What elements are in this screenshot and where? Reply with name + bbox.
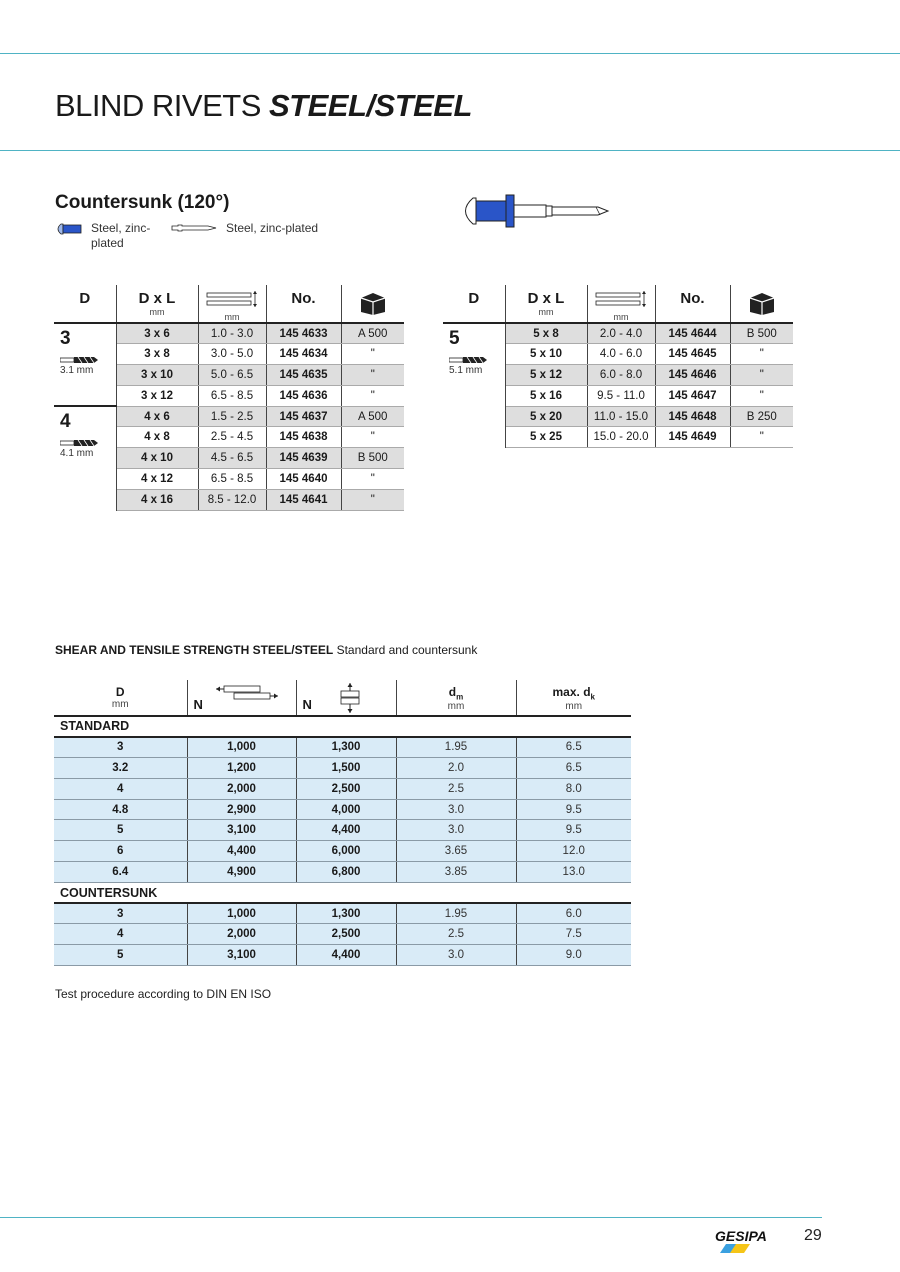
shear-cell: 1,200 — [187, 758, 296, 779]
dk-cell: 12.0 — [516, 841, 631, 862]
table-row — [54, 841, 631, 862]
tensile-cell: 4,400 — [296, 945, 396, 966]
diameter-cell — [54, 406, 116, 510]
dxl-cell: 3 x 6 — [116, 323, 198, 344]
range-cell: 15.0 - 20.0 — [587, 427, 655, 448]
table-row — [54, 799, 631, 820]
dxl-cell: 5 x 16 — [505, 385, 587, 406]
group-row-standard — [54, 716, 631, 737]
article-number-cell: 145 4645 — [655, 344, 730, 365]
table-row — [54, 737, 631, 758]
drill-size: 5.1 mm — [449, 365, 483, 376]
col-header-grip-range: mm — [198, 285, 266, 323]
table-row — [54, 862, 631, 883]
col-header-dxl: D x L mm — [505, 285, 587, 323]
dxl-cell: 4 x 6 — [116, 406, 198, 427]
dm-cell: 1.95 — [396, 737, 516, 758]
dm-cell: 3.0 — [396, 945, 516, 966]
range-cell: 6.0 - 8.0 — [587, 365, 655, 386]
range-cell: 5.0 - 6.5 — [198, 365, 266, 386]
product-table-right — [443, 285, 793, 448]
article-number-cell: 145 4635 — [266, 365, 341, 386]
range-cell: 4.5 - 6.5 — [198, 448, 266, 469]
range-cell: 1.5 - 2.5 — [198, 406, 266, 427]
col-header-package — [341, 285, 404, 323]
d-cell: 3 — [54, 903, 187, 924]
table-row — [54, 778, 631, 799]
range-cell: 2.5 - 4.5 — [198, 427, 266, 448]
table-row — [54, 945, 631, 966]
col-header-shear — [187, 680, 296, 716]
package-cell: B 500 — [341, 448, 404, 469]
article-number-cell: 145 4640 — [266, 469, 341, 490]
test-procedure-note: Test procedure according to DIN EN ISO — [55, 987, 272, 1001]
drill-bit-icon — [449, 356, 487, 364]
diameter-value: 4 — [60, 411, 71, 433]
footer-rule — [0, 1217, 822, 1218]
col-header-d: D mm — [54, 680, 187, 716]
article-number-cell: 145 4634 — [266, 344, 341, 365]
table-row — [54, 758, 631, 779]
package-cell: B 500 — [730, 323, 793, 344]
page-number: 29 — [804, 1227, 822, 1244]
shear-cell: 1,000 — [187, 903, 296, 924]
legend-text: Steel, zinc-plated — [226, 221, 319, 235]
tensile-cell: 4,000 — [296, 799, 396, 820]
range-cell: 6.5 - 8.5 — [198, 385, 266, 406]
d-cell: 3.2 — [54, 758, 187, 779]
tensile-cell: 1,300 — [296, 737, 396, 758]
legend-text: Steel, zinc-plated — [91, 221, 151, 250]
article-number-cell: 145 4639 — [266, 448, 341, 469]
table-row — [443, 323, 793, 344]
col-header-d: D — [443, 285, 505, 323]
diameter-value: 5 — [449, 328, 460, 349]
table-header-row — [443, 285, 793, 323]
article-number-cell: 145 4649 — [655, 427, 730, 448]
col-header-d: D — [54, 285, 116, 323]
shear-cell: 4,900 — [187, 862, 296, 883]
package-box-icon — [748, 290, 776, 316]
dk-cell: 9.5 — [516, 799, 631, 820]
drill-size: 4.1 mm — [60, 448, 94, 460]
d-cell: 4.8 — [54, 799, 187, 820]
package-cell: " — [730, 385, 793, 406]
mandrel-icon — [170, 223, 218, 233]
d-cell: 4 — [54, 778, 187, 799]
strength-section-title: SHEAR AND TENSILE STRENGTH STEEL/STEEL Standard and countersunk — [55, 643, 478, 657]
dk-cell: 9.5 — [516, 820, 631, 841]
table-header-row — [54, 680, 631, 716]
range-cell: 9.5 - 11.0 — [587, 385, 655, 406]
package-cell: " — [341, 344, 404, 365]
dm-cell: 2.5 — [396, 924, 516, 945]
drill-size: 3.1 mm — [60, 365, 94, 376]
article-number-cell: 145 4638 — [266, 427, 341, 448]
diameter-cell — [443, 323, 505, 448]
dm-cell: 3.0 — [396, 820, 516, 841]
table-header-row — [54, 285, 404, 323]
package-cell: " — [341, 489, 404, 510]
grip-range-icon — [205, 290, 259, 308]
col-header-max-dk: max. $d_k$ mm — [516, 680, 631, 716]
dxl-cell: 5 x 25 — [505, 427, 587, 448]
d-cell: 6.4 — [54, 862, 187, 883]
table-row — [54, 924, 631, 945]
shear-cell: 1,000 — [187, 737, 296, 758]
dxl-cell: 4 x 8 — [116, 427, 198, 448]
package-cell: A 500 — [341, 406, 404, 427]
package-cell: " — [341, 469, 404, 490]
tensile-cell: 4,400 — [296, 820, 396, 841]
shear-cell: 4,400 — [187, 841, 296, 862]
drill-bit-icon — [60, 356, 98, 364]
rivet-body-icon — [55, 223, 83, 235]
shear-cell: 3,100 — [187, 820, 296, 841]
article-number-cell: 145 4636 — [266, 385, 341, 406]
package-cell: " — [341, 365, 404, 386]
table-row — [54, 323, 404, 344]
dxl-cell: 4 x 16 — [116, 489, 198, 510]
grip-range-icon — [594, 290, 648, 308]
col-header-dm: $d_m$ mm — [396, 680, 516, 716]
shear-cell: 2,000 — [187, 778, 296, 799]
dk-cell: 6.5 — [516, 758, 631, 779]
col-header-dxl: D x L mm — [116, 285, 198, 323]
title-rule — [0, 150, 900, 151]
drill-bit-icon — [60, 439, 98, 447]
range-cell: 8.5 - 12.0 — [198, 489, 266, 510]
tensile-cell: 2,500 — [296, 924, 396, 945]
package-cell: " — [341, 427, 404, 448]
dxl-cell: 3 x 10 — [116, 365, 198, 386]
range-cell: 6.5 - 8.5 — [198, 469, 266, 490]
table-row — [54, 406, 404, 427]
group-row-countersunk — [54, 882, 631, 903]
dxl-cell: 4 x 10 — [116, 448, 198, 469]
dm-cell: 3.0 — [396, 799, 516, 820]
diameter-value: 3 — [60, 328, 71, 349]
col-header-no: No. — [266, 285, 341, 323]
range-cell: 1.0 - 3.0 — [198, 323, 266, 344]
article-number-cell: 145 4646 — [655, 365, 730, 386]
dm-cell: 3.85 — [396, 862, 516, 883]
diameter-cell — [54, 323, 116, 406]
package-cell: B 250 — [730, 406, 793, 427]
package-cell: " — [730, 427, 793, 448]
dm-cell: 3.65 — [396, 841, 516, 862]
range-cell: 11.0 - 15.0 — [587, 406, 655, 427]
package-cell: A 500 — [341, 323, 404, 344]
dm-cell: 1.95 — [396, 903, 516, 924]
package-cell: " — [341, 385, 404, 406]
package-cell: " — [730, 365, 793, 386]
col-header-grip-range: mm — [587, 285, 655, 323]
article-number-cell: 145 4633 — [266, 323, 341, 344]
tensile-cell: 1,300 — [296, 903, 396, 924]
dxl-cell: 5 x 20 — [505, 406, 587, 427]
top-rule — [0, 53, 900, 54]
table-row — [54, 903, 631, 924]
tensile-cell: 6,800 — [296, 862, 396, 883]
package-cell: " — [730, 344, 793, 365]
strength-table — [54, 680, 631, 966]
dxl-cell: 5 x 12 — [505, 365, 587, 386]
article-number-cell: 145 4637 — [266, 406, 341, 427]
article-number-cell: 145 4644 — [655, 323, 730, 344]
d-cell: 6 — [54, 841, 187, 862]
product-table-left — [54, 285, 404, 511]
section-subhead: Countersunk (120°) — [55, 192, 230, 213]
shear-force-icon — [214, 682, 280, 704]
group-label: COUNTERSUNK — [54, 882, 631, 903]
dxl-cell: 4 x 12 — [116, 469, 198, 490]
shear-cell: 2,900 — [187, 799, 296, 820]
tensile-force-icon — [333, 682, 367, 716]
range-cell: 2.0 - 4.0 — [587, 323, 655, 344]
range-cell: 4.0 - 6.0 — [587, 344, 655, 365]
tensile-unit-n: N — [302, 697, 312, 712]
d-cell: 4 — [54, 924, 187, 945]
table-row — [54, 820, 631, 841]
dm-cell: 2.5 — [396, 778, 516, 799]
d-cell: 5 — [54, 945, 187, 966]
article-number-cell: 145 4648 — [655, 406, 730, 427]
tensile-cell: 6,000 — [296, 841, 396, 862]
d-cell: 3 — [54, 737, 187, 758]
dk-cell: 7.5 — [516, 924, 631, 945]
col-header-tensile — [296, 680, 396, 716]
article-number-cell: 145 4647 — [655, 385, 730, 406]
dm-cell: 2.0 — [396, 758, 516, 779]
brand-name: GESIPA — [715, 1228, 767, 1244]
col-header-package — [730, 285, 793, 323]
rivet-illustration — [458, 193, 613, 229]
dk-cell: 6.5 — [516, 737, 631, 758]
dk-cell: 13.0 — [516, 862, 631, 883]
d-cell: 5 — [54, 820, 187, 841]
dxl-cell: 3 x 8 — [116, 344, 198, 365]
dk-cell: 8.0 — [516, 778, 631, 799]
dk-cell: 6.0 — [516, 903, 631, 924]
shear-cell: 2,000 — [187, 924, 296, 945]
dxl-cell: 5 x 8 — [505, 323, 587, 344]
dxl-cell: 5 x 10 — [505, 344, 587, 365]
shear-cell: 3,100 — [187, 945, 296, 966]
dxl-cell: 3 x 12 — [116, 385, 198, 406]
tensile-cell: 1,500 — [296, 758, 396, 779]
package-box-icon — [359, 290, 387, 316]
shear-unit-n: N — [193, 697, 203, 712]
dk-cell: 9.0 — [516, 945, 631, 966]
tensile-cell: 2,500 — [296, 778, 396, 799]
col-header-no: No. — [655, 285, 730, 323]
page-title: BLIND RIVETS STEEL/STEEL — [55, 88, 472, 123]
article-number-cell: 145 4641 — [266, 489, 341, 510]
gesipa-logo — [714, 1226, 784, 1254]
group-label: STANDARD — [54, 716, 631, 737]
range-cell: 3.0 - 5.0 — [198, 344, 266, 365]
